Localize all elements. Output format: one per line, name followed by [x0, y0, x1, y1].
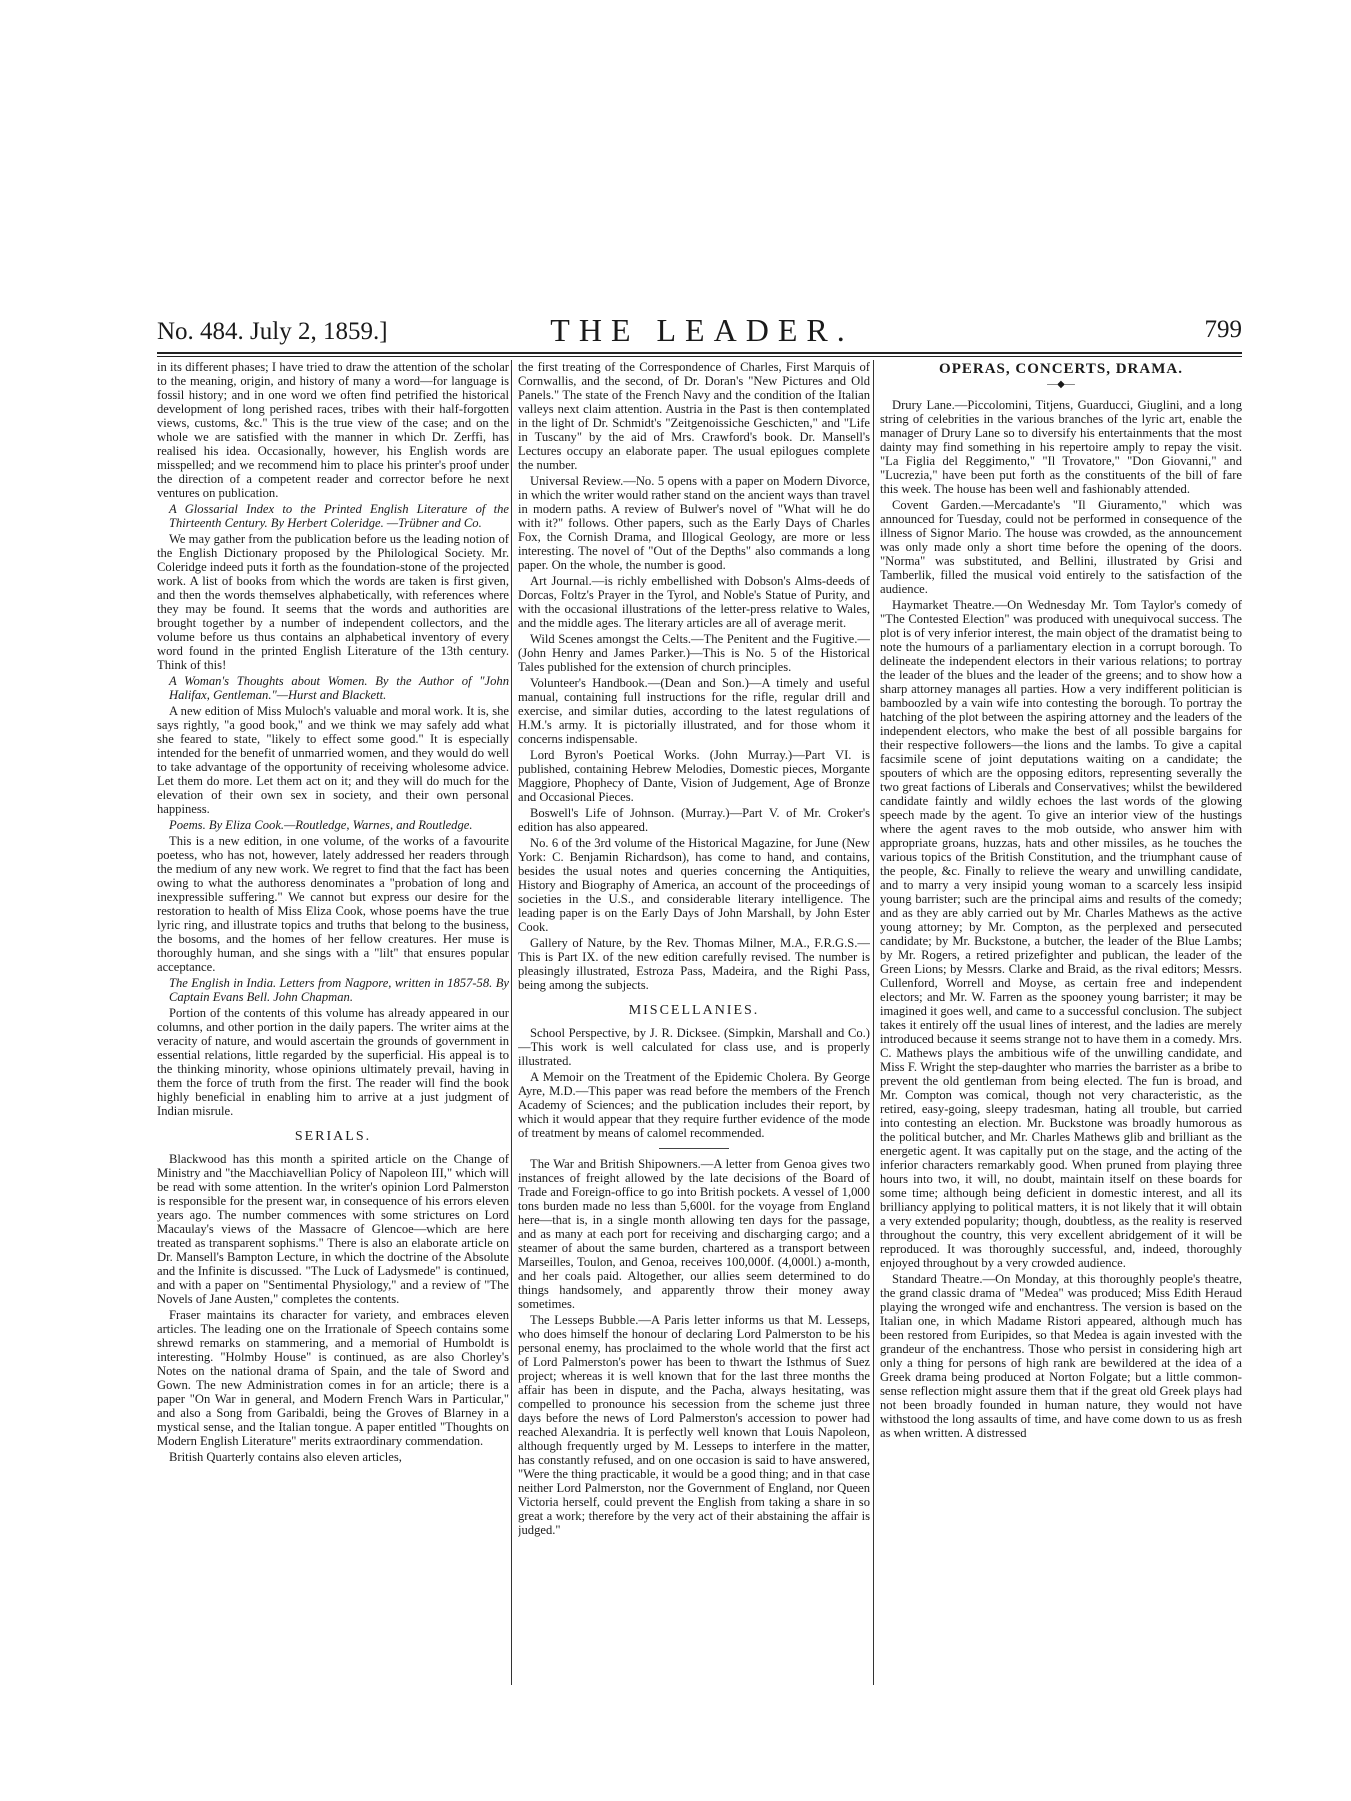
paragraph: Universal Review.—No. 5 opens with a paper on Modern Divorce, in which the writer would rather stand on the ancient ways than travel in modern paths. A review of Bulwer's novel of "What will he do with it?" follows. Other papers, such as the Early Days of Charles Fox, the Cornish Drama, and Illogical Geology, are more or less interesting. The novel of "Out of the Depths" also commands a long paper. On the whole, the number is good. — [518, 474, 870, 572]
masthead-title: THE LEADER. — [550, 312, 854, 348]
column-1 — [157, 360, 509, 1685]
paragraph: School Perspective, by J. R. Dicksee. (Simpkin, Marshall and Co.)—This work is well calculated for class use, and is properly illustrated. — [518, 1026, 870, 1068]
paragraph: Boswell's Life of Johnson. (Murray.)—Part V. of Mr. Croker's edition has also appeared. — [518, 806, 870, 834]
paragraph: A Memoir on the Treatment of the Epidemic Cholera. By George Ayre, M.D.—This paper was read before the members of the French Academy of Sciences; and the publication includes their report, by which it would appear that they require further evidence of the mode of treatment by means of calomel recommended. — [518, 1070, 870, 1140]
paragraph: Wild Scenes amongst the Celts.—The Penitent and the Fugitive.—(John Henry and James Parker.)—This is No. 5 of the Historical Tales published for the extension of church principles. — [518, 632, 870, 674]
section-separator — [659, 1148, 729, 1149]
issue-date: No. 484. July 2, 1859.] — [157, 318, 388, 345]
paragraph: Portion of the contents of this volume has already appeared in our columns, and other portion in the daily papers. The writer aims at the veracity of nature, and would ascertain the grounds of government in essential relations, little regarded by the superficial. His appeal is to the thinking minority, whose opinions ultimately prevail, having in them the force of truth from the first. The reader will find the book highly beneficial in enabling him to arrive at a just judgment of Indian misrule. — [157, 1006, 509, 1118]
page-number: 799 — [1204, 316, 1242, 343]
paragraph: Covent Garden.—Mercadante's "Il Giuramento," which was announced for Tuesday, could not be performed in consequence of the illness of Signor Mario. The house was crowded, as the announcement was only made only a short time before the opening of the doors. "Norma" was substituted, and Bellini, illustrated by Grisi and Tamberlik, filled the musical void entirely to the satisfaction of the audience. — [880, 498, 1242, 596]
paragraph: We may gather from the publication before us the leading notion of the English Dictionary proposed by the Philological Society. Mr. Coleridge indeed puts it forth as the foundation-stone of the projected work. A list of books from which the words are taken is first given, and then the words themselves alphabetically, with references where they may be found. It seems that the words and authorities are brought together by a number of independent collectors, and the volume before us thus contains an alphabetical inventory of every word found in the printed English Literature of the 13th century. Think of this! — [157, 532, 509, 672]
paragraph: No. 6 of the 3rd volume of the Historical Magazine, for June (New York: C. Benjamin Richardson), has come to hand, and contains, besides the usual notes and queries concerning the Antiquities, History and Biography of America, an account of the proceedings of societies in the U.S., and considerable literary intelligence. The leading paper is on the Early Days of John Marshall, by John Ester Cook. — [518, 836, 870, 934]
paragraph: Standard Theatre.—On Monday, at this thoroughly people's theatre, the grand classic drama of "Medea" was produced; Miss Edith Heraud playing the wronged wife and enchantress. The version is based on the Italian one, in which Madame Ristori appeared, although much has been restored from Euripides, so that Medea is again invested with the grandeur of the enchantress. Those who persist in considering high art only a thing for persons of high rank are bewildered at the idea of a Greek drama being produced at Norton Folgate; but a little common-sense reflection might assure them that if the great old Greek plays had not been broadly founded in human nature, they would not have withstood the long assaults of time, and have come down to us as fresh as when written. A distressed — [880, 1272, 1242, 1440]
paragraph: Drury Lane.—Piccolomini, Titjens, Guarducci, Giuglini, and a long string of celebrities in the various branches of the lyric art, enable the manager of Drury Lane so to diversify his entertainments that the most dainty may find something in his repertoire amply to repay the visit. "La Figlia del Reggimento," "Il Trovatore," "Don Giovanni," and "Lucrezia," have been put forth as the constituents of the bill of fare this week. The house has been well and fashionably attended. — [880, 398, 1242, 496]
book-title: The English in India. Letters from Nagpore, written in 1857-58. By Captain Evans Bell. John Chapman. — [169, 976, 509, 1004]
paragraph: in its different phases; I have tried to draw the attention of the scholar to the meaning, origin, and history of many a word—for language is fossil history; and in one word we often find petrified the historical development of long perished races, tribes with their half-forgotten views, customs, &c." This is the true view of the case; and on the whole we are satisfied with the manner in which Dr. Zerffi, has realised his idea. Occasionally, however, his English words are misspelled; and we recommend him to place his printer's proof under the direction of a competent reader and corrector before he next ventures on publication. — [157, 360, 509, 500]
section-heading-serials: SERIALS. — [294, 1129, 372, 1144]
book-title: Poems. By Eliza Cook.—Routledge, Warnes, and Routledge. — [169, 818, 473, 832]
page-header — [157, 310, 1242, 348]
paragraph: Blackwood has this month a spirited article on the Change of Ministry and "the Macchiavellian Policy of Napoleon III," which will be read with some attention. In the writer's opinion Lord Palmerston is responsible for the present war, in consequence of his errors eleven years ago. The number commences with some strictures on Lord Macaulay's views of the Massacre of Glencoe—which are here treated as transparent sophisms." There is also an elaborate article on Dr. Mansell's Bampton Lecture, in which the doctrine of the Absolute and the Infinite is discussed. "The Luck of Ladysmede" is continued, and with a paper on "Sentimental Physiology," and a review of "The Novels of Jane Austen," completes the contents. — [157, 1152, 509, 1306]
book-title: A Woman's Thoughts about Women. By the Author of "John Halifax, Gentleman."—Hurst and Blackett. — [169, 674, 509, 702]
paragraph: Fraser maintains its character for variety, and embraces eleven articles. The leading one on the Irrationale of Speech contains some shrewd remarks on stammering, and a memorial of Humboldt is interesting. "Holmby House" is continued, as are also Chorley's Notes on the national drama of Spain, and the tale of Sword and Gown. The new Administration comes in for an article; there is a paper "On War in general, and Modern French Wars in Particular," and also a Song from Garibaldi, being the Groves of Blarney in a mystical sense, and the Italian tongue. A paper entitled "Thoughts on Modern English Literature" merits extraordinary commendation. — [157, 1308, 509, 1448]
paragraph: A new edition of Miss Muloch's valuable and moral work. It is, she says rightly, "a good book," and we think we may safely add what she feared to state, "likely to effect some good." It is especially intended for the benefit of unmarried women, and they would do well to take advantage of the opportunity of receiving wholesome advice. Let them do more. Let them act on it; and they will do much for the elevation of their own sex in society, and their own personal happiness. — [157, 704, 509, 816]
paragraph: Art Journal.—is richly embellished with Dobson's Alms-deeds of Dorcas, Foltz's Prayer in the Tyrol, and Noble's Statue of Purity, and with the occasional illustrations of the letter-press relative to Wales, and the middle ages. The literary articles are all of average merit. — [518, 574, 870, 630]
section-heading-drama: OPERAS, CONCERTS, DRAMA. — [939, 361, 1183, 377]
paragraph: The Lesseps Bubble.—A Paris letter informs us that M. Lesseps, who does himself the honour of declaring Lord Palmerston to be his personal enemy, has proclaimed to the whole world that the first act of Lord Palmerston's power has been to thwart the Isthmus of Suez project; whereas it is well known that for the last three months the affair has been in dispute, and the Pacha, always hesitating, was compelled to pronounce his secession from the scheme just three days before the news of Lord Palmerston's accession to power had reached Alexandria. It is perfectly well known that Louis Napoleon, although frequently urged by M. Lesseps to interfere in the matter, has constantly refused, and on one occasion is said to have answered, "Were the thing practicable, it would be a good thing; and in that case neither Lord Palmerston, nor the Government of England, nor Queen Victoria herself, could prevent the English from taking a share in so great a work; therefore by the very act of their abstaining the affair is judged." — [518, 1313, 870, 1537]
column-divider — [511, 360, 512, 1685]
book-title: A Glossarial Index to the Printed English Literature of the Thirteenth Century. By Herbert Coleridge. —Trübner and Co. — [169, 502, 509, 530]
paragraph: Haymarket Theatre.—On Wednesday Mr. Tom Taylor's comedy of "The Contested Election" was produced with unequivocal success. The plot is of very inferior interest, the main object of the dramatist being to note the humours of a parliamentary election in a corrupt borough. To delineate the independent electors in their various relations; to portray the leader of the blues and the leader of the greens; and to show how a sharp attorney manages all parties. How a very indifferent politician is bamboozled by a vain wife into contesting the borough. To portray the hatching of the plot between the aspiring attorney and the leaders of the independent electors, who make the best of all possible bargains for their respective followers—the lions and the lambs. To give a capital facsimile scene of joint deputations waiting on a candidate; the spouters of which are the opposing editors, representing severally the two great factions of Liberals and Conservatives; whilst the bewildered candidate faintly and wildly echoes the last words of the glowing speech made by the agent. To give an interior view of the hustings where the agent raves to the mob outside, who answer him with appropriate groans, huzzas, hats and other missiles, as he touches the various topics of the British Constitution, and the triumphant cause of the people, &c. Finally to relieve the weary and unwilling candidate, and to marry a very insipid young woman to a scarcely less insipid young barrister; such are the principal aims and results of the comedy; and as they are ably carried out by Mr. Charles Mathews as the active young attorney; by Mr. Compton, as the perplexed and persecuted candidate; by Mr. Buckstone, a butcher, the leader of the Blue Lambs; by Mr. Rogers, a retired prizefighter and publican, the leader of the Green Lions; by Messrs. Clarke and Braid, as the rival editors; Messrs. Cullenford, Worrell and Moyse, as certain free and independent electors; and Mr. W. Farren as the spooney young barrister; it may be imagined it goes well, and came to a successful conclusion. The subject takes it entirely off the usual lines of interest, and the ladies are merely introduced because it seems strange not to have them in a comedy. Mrs. C. Mathews plays the ambitious wife of the unwilling candidate, and Miss F. Wright the step-daughter who marries the barrister as a bribe to prevent the old gentleman from being elected. The fun is broad, and Mr. Compton was comical, though not very characteristic, as the retired, easy-going, sleepy tradesman, hating all trouble, but carried into contesting an election. Mr. Buckstone was broadly humorous as the political butcher, and Mr. Charles Mathews glib and brilliant as the energetic agent. It was capitally put on the stage, and the acting of the inferior characters remarkably good. When pruned from playing three hours into two, it will, no doubt, maintain itself on these boards for some time; although being deficient in domestic interest, and all its brilliancy applying to political matters, it is not likely that it will obtain a very extended popularity; though, doubtless, as the reality is reserved throughout the country, this very excellent abridgement of it will be reproduced. It was thoroughly successful, and, indeed, thoroughly enjoyed throughout by a very crowded audience. — [880, 598, 1242, 1270]
section-heading-miscellanies: MISCELLANIES. — [628, 1003, 760, 1018]
paragraph: Lord Byron's Poetical Works. (John Murray.)—Part VI. is published, containing Hebrew Melodies, Domestic pieces, Morgante Maggiore, Phophecy of Dante, Vision of Judgement, Age of Bronze and Occasional Pieces. — [518, 748, 870, 804]
paragraph: The War and British Shipowners.—A letter from Genoa gives two instances of freight allowed by the late decisions of the Board of Trade and Foreign-office to go into British pockets. A vessel of 1,000 tons burden made no less than 5,600l. for the voyage from England here—that is, in a single month allowing ten days for the passage, and as many at each port for receiving and discharging cargo; and a steamer of about the same burden, chartered as a transport between Marseilles, Toulon, and Genoa, receives 100,000f. (4,000l.) a-month, and her coals paid. Altogether, our allies seem determined to do things handsomely, and apparently throw their money away sometimes. — [518, 1157, 870, 1311]
column-3 — [880, 360, 1242, 1685]
paragraph: Gallery of Nature, by the Rev. Thomas Milner, M.A., F.R.G.S.—This is Part IX. of the new edition carefully revised. The number is pleasingly illustrated, Estroza Pass, Madeira, and the Righi Pass, being among the subjects. — [518, 936, 870, 992]
paragraph: This is a new edition, in one volume, of the works of a favourite poetess, who has not, however, lately addressed her readers through the medium of any new work. We regret to find that the fact has been owing to what the authoress denominates a "probation of long and inexpressible suffering." We cannot but express our desire for the restoration to health of Miss Eliza Cook, whose poems have the true lyric ring, and illustrate topics and truths that belong to the business, the bosoms, and the homes of her fellow creatures. Her muse is thoroughly human, and she sings with a "lilt" that ensures popular acceptance. — [157, 834, 509, 974]
column-divider — [873, 360, 874, 1685]
paragraph: the first treating of the Correspondence of Charles, First Marquis of Cornwallis, and the second, of Dr. Doran's "New Pictures and Old Panels." The state of the French Navy and the condition of the Italian valleys next claim attention. Austria in the Past is then contemplated in the light of Dr. Schmidt's "Zeitgenoissiche Geschicten," and "Life in Tuscany" by the aid of Mrs. Crawford's book. Dr. Mansell's Lectures occupy an elaborate paper. The usual epilogues complete the number. — [518, 360, 870, 472]
paragraph: Volunteer's Handbook.—(Dean and Son.)—A timely and useful manual, containing full instructions for the rifle, regular drill and exercise, and similar duties, according to the latest regulations of H.M.'s army. It is pictorially illustrated, and for those whom it concerns indispensable. — [518, 676, 870, 746]
ornament-divider: —◆— — [1047, 379, 1075, 390]
paragraph: British Quarterly contains also eleven articles, — [169, 1450, 402, 1464]
column-2 — [518, 360, 870, 1685]
header-rule — [157, 352, 1242, 357]
